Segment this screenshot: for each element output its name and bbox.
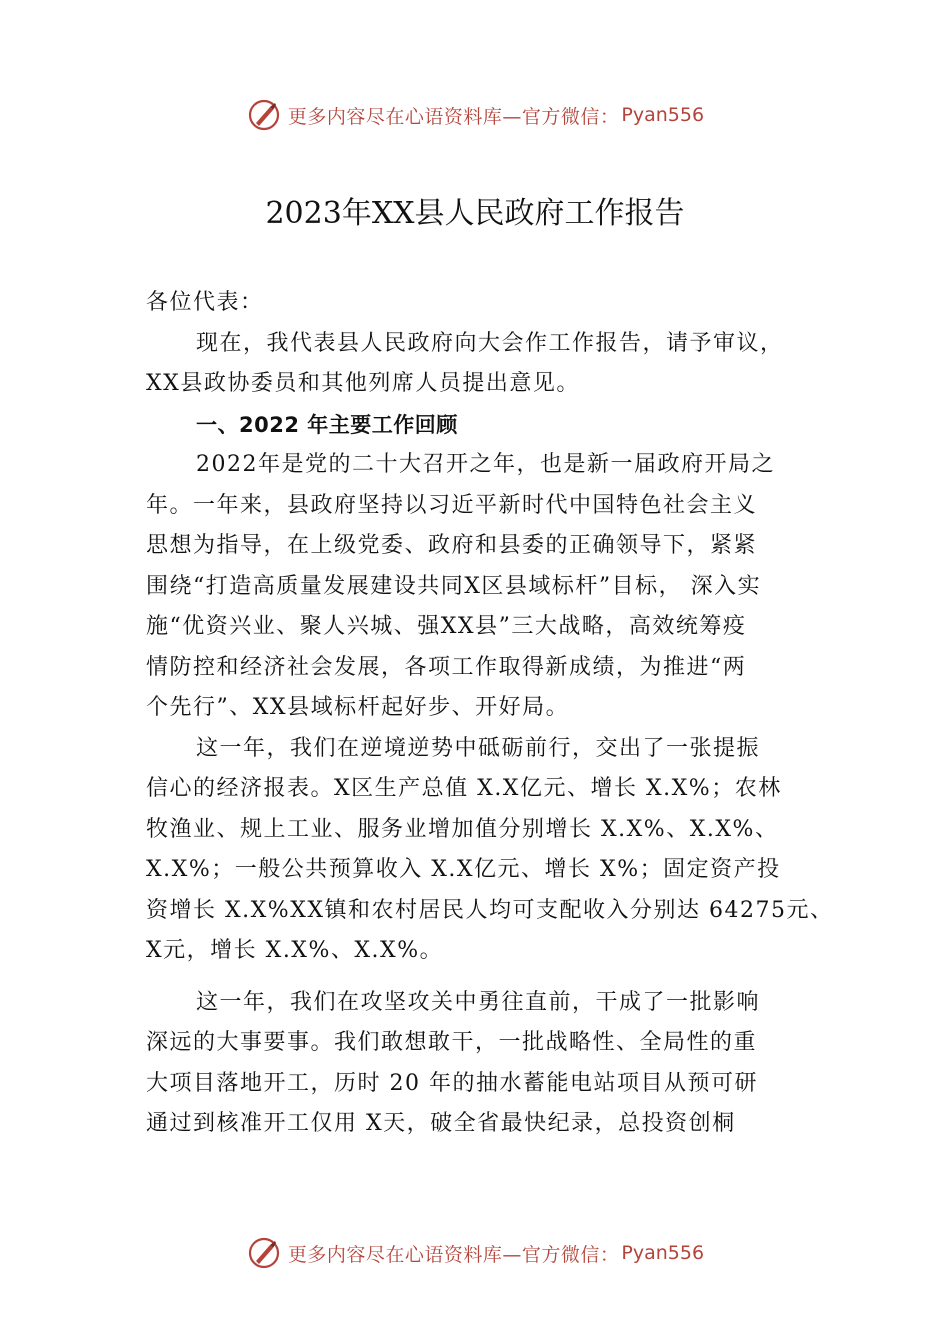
paragraph-line: 个先行”、XX县域标杆起好步、开好局。 — [146, 695, 570, 720]
banner-text: 更多内容尽在心语资料库—官方微信： — [287, 1243, 620, 1266]
paragraph-line: X元，增长 X.X%、X.X%。 — [146, 938, 444, 963]
brand-logo-icon — [246, 97, 282, 133]
salutation: 各位代表： — [146, 290, 264, 315]
document-body — [146, 283, 836, 1145]
paragraph-line: 信心的经济报表。X区生产总值 X.X亿元、增长 X.X%；农林 — [146, 776, 782, 801]
banner-wechat-id: Pyan556 — [621, 1242, 705, 1264]
paragraph-line: 情防控和经济社会发展，各项工作取得新成绩，为推进“两 — [146, 654, 747, 680]
paragraph-line: X.X%；一般公共预算收入 X.X亿元、增长 X%；固定资产投 — [146, 857, 781, 882]
header-banner — [0, 95, 950, 135]
paragraph-line: 围绕“打造高质量发展建设共同X区县域标杆”目标， 深入实 — [146, 573, 762, 599]
banner-wechat-id: Pyan556 — [621, 104, 705, 126]
paragraph-line: 大项目落地开工，历时 20 年的抽水蓄能电站项目从预可研 — [146, 1070, 758, 1096]
brand-logo-icon — [246, 1235, 282, 1271]
footer-banner — [0, 1233, 950, 1273]
paragraph-line: 施“优资兴业、聚人兴城、强XX县”三大战略，高效统筹疫 — [146, 614, 747, 639]
paragraph-gap — [146, 972, 836, 983]
paragraph-line: 年。一年来，县政府坚持以习近平新时代中国特色社会主义 — [146, 492, 758, 518]
banner-text: 更多内容尽在心语资料库—官方微信： — [287, 105, 620, 128]
paragraph-line: XX县政协委员和其他列席人员提出意见。 — [146, 371, 580, 396]
paragraph-line: 资增长 X.X%XX镇和农村居民人均可支配收入分别达 64275元、 — [146, 897, 834, 923]
section-heading: 一、2022 年主要工作回顾 — [196, 412, 458, 437]
paragraph-line: 牧渔业、规上工业、服务业增加值分别增长 X.X%、X.X%、 — [146, 816, 779, 842]
paragraph-line: 这一年，我们在攻坚攻关中勇往直前，干成了一批影响 — [196, 989, 761, 1015]
paragraph-line: 这一年，我们在逆境逆势中砥砺前行，交出了一张提振 — [196, 735, 761, 761]
paragraph-line: 深远的大事要事。我们敢想敢干，一批战略性、全局性的重 — [146, 1030, 758, 1055]
paragraph-line: 通过到核准开工仅用 X天，破全省最快纪录，总投资创桐 — [146, 1111, 736, 1136]
paragraph-line: 2022年是党的二十大召开之年，也是新一届政府开局之 — [196, 452, 775, 477]
paragraph-line: 思想为指导，在上级党委、政府和县委的正确领导下，紧紧 — [146, 533, 758, 558]
paragraph-line: 现在，我代表县人民政府向大会作工作报告，请予审议， — [196, 330, 784, 356]
document-title: 2023年XX县人民政府工作报告 — [265, 196, 685, 231]
